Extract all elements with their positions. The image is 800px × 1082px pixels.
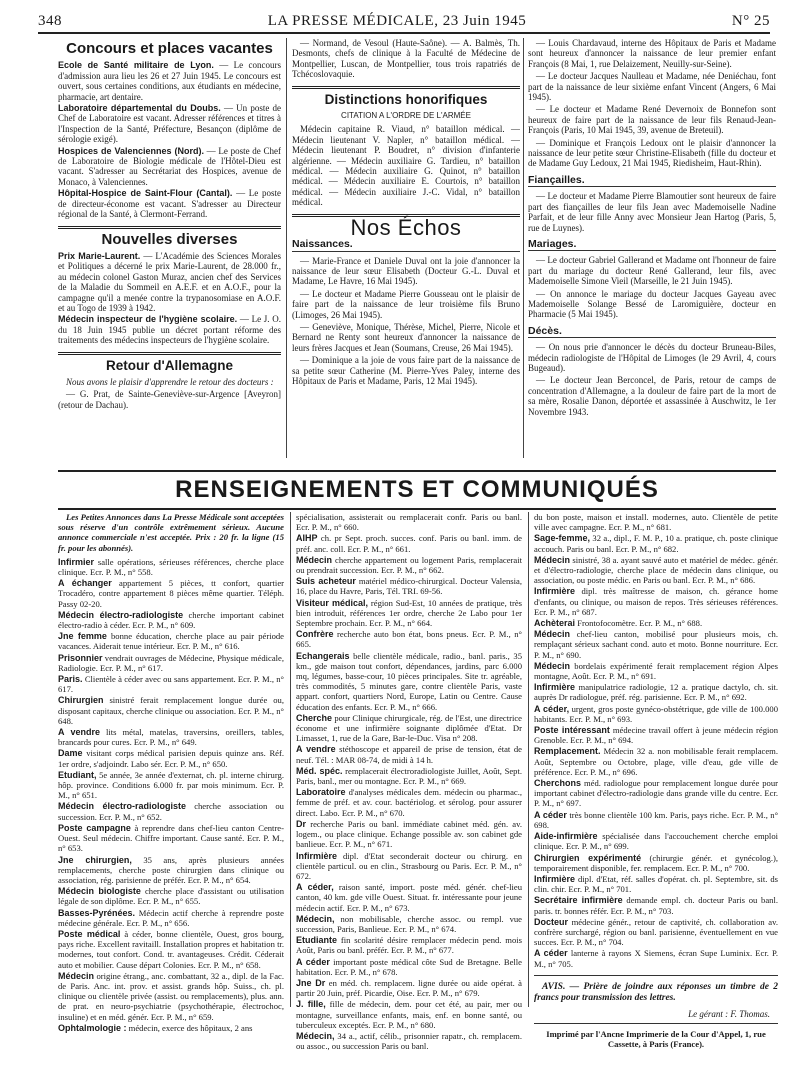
classified-ad-text: cherche association ou succession. Ecr. P. M., n° 652. [58, 801, 284, 822]
concours-item-head: Laboratoire départemental du Doubs. [58, 103, 221, 114]
classified-ad-head: Médecin électro-radiologiste [58, 609, 184, 620]
classified-ad [58, 748, 284, 768]
nouvelles-item-head: Médecin inspecteur de l'hygiène scolaire. [58, 314, 238, 325]
classified-ad [296, 744, 522, 764]
gerant-line: Le gérant : F. Thomas. [688, 1008, 770, 1019]
classified-ad-text: ch. pr Sept. proch. succes. conf. Paris ou banl. imm. de préf. anc. coll. Ecr. P. M., n° 661. [296, 533, 522, 554]
fiancailles-text: — Le docteur et Madame Pierre Blamoutier sont heureux de faire part des fiançailles de leur fils Jean avec Mademoiselle Nadine Parfait, et de leur fille Anny avec Monsieur Jean Hartog (Paris, 5, rue de Luynes). [528, 191, 776, 233]
classified-ad [534, 586, 778, 617]
classified-ad-text: médecine génér., retour de captivité, ch. collaboration av. confrère surchargé, région ou banl. parisienne, éventuellement en vue succes. Ecr. P. M., n° 704. [534, 916, 778, 948]
classified-ad-head: Jne chirurgien, [58, 854, 132, 865]
classified-ad [534, 746, 778, 777]
classified-ad-head: Médecin [534, 554, 571, 565]
classified-ad-text: sinistré, 38 a. ayant sauvé auto et matériel de médec. génér. et d'électro-radiologie, cherche place de médecin dans clinique, ou association, ou poste médic. en Paris ou banl. Ecr. P. M., n° 686. [534, 554, 778, 586]
naissance-item: — Dominique et François Ledoux ont le plaisir d'annoncer la naissance de leur petite sœur Christine-Elisabeth (fille du docteur et de Madame Guy Ledoux, 21 Mai 1945, Riedisheim, Haut-Rhin). [528, 137, 776, 169]
classified-ad [534, 533, 778, 553]
classified-ad-head: A échanger [58, 578, 112, 589]
concours-item-head: Hospices de Valenciennes (Nord). [58, 145, 204, 156]
births-list [528, 38, 776, 169]
classified-ad-head: Poste intéressant [534, 725, 610, 736]
classified-ad-text: pour Clinique chirurgicale, rég. de l'Est, une directrice économe et une infirmière soignante diplômée d'Etat. Dr Limasset, 1, rue de la Gare, Bar-le-Duc. Visa n° 208. [296, 712, 522, 744]
column-divider [286, 38, 287, 458]
classified-ad [58, 801, 284, 821]
classified-ad-text: fille de médecin, dem. pour cet été, au pair, mer ou montagne, surveillance enfants, mais, enf. en bonne santé, ou tuberculeux exceptés. Ecr. P. M., n° 680. [296, 999, 522, 1030]
echos-heading: Nos Échos [350, 214, 462, 240]
classified-ad-text: remplacerait électroradiologiste Juillet, Août, Sept. Paris, banl., mer ou montagne. Ecr. P. M., n° 669. [296, 765, 522, 787]
classified-ad [296, 787, 522, 818]
classified-ad-text: Frontofocomètre. Ecr. P. M., n° 688. [577, 618, 703, 629]
classified-ad [534, 831, 778, 851]
classified-ad [58, 610, 284, 630]
classified-ad [534, 917, 778, 948]
classified-ad-text: spécialisée dans l'accouchement cherche emploi clinique. Ecr. P. M., n° 699. [534, 831, 778, 852]
nouvelles-item [58, 314, 281, 345]
classified-ad-text: à céder, bonne clientèle, Ouest, gros bourg, pays riche. Excellent ravitaill. Installation propres et habitation tr. modernes, tout confort. Cond. tr. avantageuses. Crédit. Céderait auto et mobilier. Cause départ Colonies. Ecr. P. M., n° 658. [58, 928, 284, 970]
classified-ad [58, 695, 284, 726]
classified-ad-head: Chirurgien expérimenté [534, 852, 642, 863]
classified-ad-text: lits métal, matelas, traversins, oreillers, tables, brancards pour cures. Ecr. P. M., n° 649. [58, 727, 284, 748]
classified-ad [534, 874, 778, 894]
classified-ad [534, 810, 778, 830]
classified-ad-head: Médecin [534, 629, 571, 640]
naissances-heading: Naissances. [292, 239, 520, 251]
classified-ad [296, 851, 522, 882]
classified-ad-text: urgent, gros poste gynéco-obstétrique, gde ville de 100.000 habitants. Ecr. P. M., n° 693. [534, 703, 778, 724]
classified-ad-text: à reprendre dans chef-lieu canton Centre-Ouest. Seul médecin. Chiffre important. Cause santé. Ecr. P. M., n° 653. [58, 822, 284, 854]
classified-ad [534, 682, 778, 702]
classified-ad-text: dipl. très maîtresse de maison, ch. gérance home d'enfants, ou clinique, ou maison de repos. Très sérieuses références. Ecr. P. M., n° 687. [534, 586, 778, 617]
classified-ad-head: Jne Dr [296, 977, 326, 988]
classified-ad-head: Médecin, [296, 1030, 335, 1041]
ads-column-2 [296, 512, 522, 1072]
nouvelles-item [58, 251, 281, 313]
concours-item [58, 146, 281, 188]
classified-ad-head: A céder [296, 956, 330, 967]
mariage-item: — Le docteur Gabriel Gallerand et Madame ont l'honneur de faire part du mariage du docteur René Gallerand, leur fils, avec Mademoiselle Simone Vieil (Marseille, le 21 Juin 1945). [528, 255, 776, 287]
deces-list [528, 342, 776, 417]
column-divider [528, 512, 529, 1007]
concours-heading: Concours et places vacantes [66, 40, 273, 57]
classified-ad [296, 555, 522, 575]
classified-ad-head: A céder [534, 948, 568, 959]
deces-item: — Le docteur Jean Berconcel, de Paris, retour de camps de concentration d'Allemagne, a la douleur de faire part de la mort de sa mère, Rosalie Danon, déportée et assassinée à Auschwitz, le 1er Novembre 1943. [528, 375, 776, 417]
column-divider [290, 512, 291, 1007]
classified-ad-text: manipulatrice radiologie, 12 a. pratique dactylo, ch. sit. auprès Dr radiologue, préf. rég. parisienne. Ecr. P. M., n° 692. [534, 682, 778, 703]
classified-ad-head: Etudiante [296, 935, 338, 946]
classified-ad [534, 661, 778, 681]
classified-ad [296, 576, 522, 596]
classified-ad-head: Prisonnier [58, 652, 103, 663]
classified-ad [534, 629, 778, 660]
classified-ad-head: Laboratoire [296, 787, 346, 798]
classified-ad-head: Aide-infirmière [534, 831, 598, 842]
classified-ad-text: fin scolarité désire remplacer médecin pend. mois Août, Paris ou banl. préfér. Ecr. P. M., n° 677. [296, 935, 522, 956]
classified-ad-text: non mobilisable, cherche assoc. ou rempl. vue succession, Paris, Banlieue. Ecr. P. M., n° 674. [296, 913, 522, 934]
classified-ad-text: origine étrang., anc. combattant, 32 a., dipl. de la Fac. de Paris. Anc. int. prov. et assist. grands hôp. Suiss., ch. pl. clinique ou clientèle privée (assist. ou remplacements), plus. ann. de prat. en neuro-psychiatrie (psychothérapie, électrochoc, insuline) et en méd. génér. Ecr. P. M., n° 659. [58, 970, 284, 1022]
classified-ad [296, 598, 522, 629]
classified-ad-head: A vendre [58, 727, 100, 738]
divider [534, 975, 778, 976]
classified-ad [58, 908, 284, 928]
classified-ad-head: Echangerais [296, 650, 350, 661]
classified-ad [296, 999, 522, 1030]
classified-ad [58, 971, 284, 1022]
classified-ad-head: AIHP [296, 533, 318, 544]
mariage-item: — On annonce le mariage du docteur Jacques Gayeau avec Mademoiselle Solange Bessé de Laromiguière, docteur en Pharmacie (5 Mai 1945). [528, 288, 776, 320]
issue-number: N° 25 [731, 13, 770, 29]
classified-ad-text: d'analyses médicales dem. médecin ou pharmac., femme de préf. et av. cour. bactériolog. et sérolog. pour assurer direct. Labo. Ecr. P. M., n° 670. [296, 787, 522, 818]
classified-ad-head: Jne femme [58, 631, 107, 642]
classified-ad [296, 914, 522, 934]
journal-title: LA PRESSE MÉDICALE, 23 Juin 1945 [267, 13, 527, 29]
page-header [38, 8, 770, 34]
classified-ad [534, 704, 778, 724]
nouvelles-item-text: — Le J. O. du 18 Juin 1945 publie un décret portant réforme des traitements des médecins inspecteurs de l'hygiène scolaire. [58, 314, 281, 346]
classified-ad-head: Chirurgien [58, 695, 104, 706]
printer-line: Imprimé par l'Ancne Imprimerie de la Cour d'Appel, 1, rue Cassette, à Paris (France). [534, 1023, 778, 1049]
classified-ad-text: Médecin 32 a. non mobilisable ferait remplacem. Août, Septembre ou Octobre, plage, ville d'eau, gde ville de préférence. Ecr. P. M., n° 696. [534, 746, 778, 777]
classified-ad-text: lanterne à rayons X Siemens, écran Supe Luminix. Ecr. P. M., n° 705. [534, 948, 778, 969]
classified-ad [58, 578, 284, 609]
classified-ad-head: Poste médical [58, 928, 121, 939]
classified-ad-head: Ophtalmologie : [58, 1022, 127, 1033]
classified-ad [534, 778, 778, 809]
classified-ad-text: cherche appartement ou logement Paris, remplacerait ou prendrait succession. Ecr. P. M., n° 662. [296, 554, 522, 576]
ads-column-3 [534, 512, 778, 1072]
classified-ad-text: cherche important cabinet électro-radio à céder. Ecr. P. M., n° 609. [58, 609, 284, 631]
classified-ad [296, 1031, 522, 1051]
classified-ad-head: Médecin biologiste [58, 886, 141, 897]
concours-item-text: — Le poste de directeur-économe est vacant. S'adresser au Directeur régional de la Santé, à Clermont-Ferrand. [58, 188, 281, 220]
classified-ad-head: Infirmière [534, 682, 576, 693]
classified-ad-text: demande empl. ch. docteur Paris ou banl. paris. tr. bonnes référ. Ecr. P. M., n° 703. [534, 895, 778, 916]
classified-ad-text: 5e année, 3e année d'externat, ch. pl. interne chirurg. hôp. province. Conditions 6.000 fr. par mois minimum. Ecr. P. M., n° 651. [58, 769, 284, 801]
classified-ad [58, 727, 284, 747]
classified-ad [296, 957, 522, 977]
classified-ad-text: 32 a., dipl., F. M. P., 10 a. pratique, ch. poste clinique accouch. Paris ou banl. Ecr. P. M., n° 682. [534, 533, 778, 554]
naissance-item: — Le docteur et Madame Pierre Gousseau ont le plaisir de faire part de la naissance de leur troisième fils Bruno (Limoges, 26 Mai 1945). [292, 288, 520, 320]
classified-ad-head: Dr [296, 818, 307, 829]
classified-ad-head: Méd. spéc. [296, 765, 343, 776]
classified-ad-text: cherche place d'assistant ou utilisation légale de son diplôme. Ecr. P. M., n° 655. [58, 886, 284, 907]
mariages-heading: Mariages. [528, 239, 776, 251]
nouvelles-item-text: — L'Académie des Sciences Morales et Politiques a décerné le prix Marie-Laurent, de 28.000 fr., au médecin colonel Gaston Muraz, ancien chef des Services de la Maladie du Sommeil en A.E.F. et en A.O.F., pour la campagne qu'il a menée contre la trypanosomiase en A.O.F. et au Togo de 1939 à 1942. [58, 250, 281, 313]
classified-ad-head: Infirmière [296, 850, 338, 861]
classified-ad-head: Médecin, [296, 913, 335, 924]
concours-item-head: Ecole de Santé militaire de Lyon. [58, 60, 214, 71]
classified-ad-head: Sage-femme, [534, 533, 591, 544]
classified-ad-head: Poste campagne [58, 822, 131, 833]
concours-item-text: — Le poste de Chef de Laboratoire de Biologie médicale de l'Hôtel-Dieu est vacant. S'adresser au Secrétariat des Hospices, avenue de Monaco, à Valenciennes. [58, 145, 281, 187]
classified-ad-text: 35 ans, après plusieurs années remplacements, cherche poste chirurgien dans clinique ou association, rég. parisienne de préfér. Ecr. P. M., n° 654. [58, 854, 284, 885]
classified-ad-text: raison santé, import. poste méd. génér. chef-lieu canton, 40 km. gde ville Ouest. Situat. fr. intéressante pour jeune médecin actif. Ecr. P. M., n° 673. [296, 882, 522, 913]
classified-ad-text: médecin, exerce des hôpitaux, 2 ans [128, 1022, 253, 1033]
concours-item [58, 60, 281, 102]
classified-ad-head: Cherche [296, 712, 333, 723]
nouvelles-list [58, 251, 281, 346]
classified-ad-head: A vendre [296, 744, 336, 755]
classified-ad-text: salle opérations, sérieuses références, cherche place clinique. Ecr. P. M., n° 558. [58, 556, 284, 578]
naissance-item: — Geneviève, Monique, Thérèse, Michel, Pierre, Nicole et Bernard ne Renty sont heureux d'annoncer la naissance de leurs frères Jacques et Jean (Soumans, Creuse, 26 Mai 1945). [292, 321, 520, 353]
classified-ad [58, 770, 284, 801]
classified-ad-head: J. fille, [296, 999, 326, 1010]
classified-ad-text: bonne éducation, cherche place au pair période vacances. Aiderait tenue intérieur. Ecr. P. M., n° 616. [58, 631, 284, 652]
retour-heading: Retour d'Allemagne [106, 357, 233, 373]
classified-ad-text: méd. radiologue pour remplacement longue durée pour important cabinet d'électro-radiologie dans grande ville du centre. Ecr. P. M., n° 697. [534, 778, 778, 809]
ads-column-1 [58, 512, 284, 1072]
page-number: 348 [38, 13, 62, 29]
classified-ad-text: visitant corps médical parisien depuis quinze ans. Réf. 1er ordre, s'adjoindr. Labo sér. Ecr. P. M., n° 650. [58, 748, 284, 769]
classified-ad [296, 512, 522, 532]
classified-ad-head: Médecin [534, 660, 571, 671]
classified-ad [534, 555, 778, 586]
classified-ad [296, 766, 522, 786]
classified-ad-head: Infirmière [534, 873, 576, 884]
classified-ad-text: spécialisation, assisterait ou remplacerait confr. Paris ou banl. Ecr. P. M., n° 660. [296, 512, 522, 533]
nouvelles-heading: Nouvelles diverses [101, 230, 238, 248]
classified-ad-text: dipl. d'Etat seconderait docteur ou chirurg. en clientèle particul. ou en clin., Strasbourg ou Paris. Ecr. P. M., n° 672. [296, 850, 522, 881]
classified-ad-head: Médecin [296, 554, 333, 565]
classified-ad [296, 629, 522, 649]
classified-ad [296, 651, 522, 712]
classified-ad-text: région Sud-Est, 10 années de pratique, très bien introduit, références 1er ordre, cherche 2e Labo pour 1er Septembre prochain. Ecr. P. M., n° 664. [296, 597, 522, 629]
classified-ad [58, 823, 284, 854]
classified-ad-head: Etudiant, [58, 769, 97, 780]
classified-ad-text: matériel médico-chirurgical. Docteur Valensia, 16, place du Havre, Paris, Tél. TRI. 69-56. [296, 576, 522, 597]
retour-intro: Nous avons le plaisir d'apprendre le retour des docteurs : [66, 376, 274, 387]
naissance-item: — Marie-France et Daniele Duval ont la joie d'annoncer la naissance de leur sœur Elisabeth (Docteur G.-L. Duval et Madame, Le Havre, 16 Mai 1945). [292, 255, 520, 287]
concours-item [58, 103, 281, 145]
concours-item-text: — Un poste de Chef de Laboratoire est vacant. Adresser références et titres à l'Inspection de la Santé, Préfecture, Besançon (diplôme de sérologie exigé). [58, 103, 281, 145]
classified-ad-head: A céder, [534, 703, 570, 714]
classified-ad-text: Clientèle à céder avec ou sans appartement. Ecr. P. M., n° 617. [58, 674, 284, 695]
classified-ad [534, 618, 778, 628]
classified-ad-head: A céder, [296, 882, 334, 893]
mariages-list [528, 255, 776, 319]
naissance-item: — Dominique a la joie de vous faire part de la naissance de sa petite sœur Catherine (M. Pierre-Yves Paley, interne des Hôpitaux de Paris et Madame, Paris, 12 Mai 1945). [292, 355, 520, 386]
classified-ad-text: en méd. ch. remplacem. ligne durée ou aide opérat. à partir 20 Juin, préf. Picardie, Oise. Ecr. P. M., n° 679. [296, 977, 522, 999]
classified-ad-text: recherche auto bon état, bons pneus. Ecr. P. M., n° 665. [296, 629, 522, 650]
classified-ad [296, 882, 522, 913]
ads-intro: Les Petites Annonces dans La Presse Médicale sont acceptées sous réserve d'un contrôle extrêmement sérieux. Aucune annonce commerciale n'est acceptée. Prix : 20 fr. la ligne (15 fr. pour les abonnés). [58, 512, 284, 553]
classified-ad-text: chef-lieu canton, mobilisé pour plusieurs mois, ch. remplaçant sérieux sachant cond. auto et moto. Bonne nourriture. Ecr. P. M., n° 690. [534, 629, 778, 660]
naissance-item: — Le docteur et Madame René Devernoix de Bonnefon sont heureux de faire part de la naissance de leur fils Renaud-Jean-François (Paris, 10 Mai 1945, 39, avenue de Breteuil). [528, 104, 776, 136]
renseignements-heading: RENSEIGNEMENTS ET COMMUNIQUÉS [58, 470, 776, 510]
ads-list-2 [296, 512, 522, 1051]
classified-ad [296, 978, 522, 998]
classified-ad-head: Médecin électro-radiologiste [58, 801, 187, 812]
classified-ad [534, 725, 778, 745]
classified-ad-head: Cherchons [534, 778, 582, 789]
classified-ad-text: Médecin actif cherche à reprendre poste médecine générale. Ecr. P. M., n° 656. [58, 907, 284, 928]
classified-ad-head: Suis acheteur [296, 576, 356, 587]
citation-caption: CITATION A L'ORDRE DE L'ARMÉE [341, 111, 471, 121]
distinctions-text: Médecin capitaine R. Viaud, n° bataillon médical. — Médecin lieutenant V. Napler, n° bataillon médical. — Médecin lieutenant P. Boudret, n° division d'infanterie algérienne. — Médecin auxiliaire G. Tardieu, n° bataillon médical. — Médecin auxiliaire G. Quinot, n° bataillon médical. — Médecin auxiliaire E. Courtois, n° bataillon médical. — Médecin auxiliaire J.-C. Vidal, n° bataillon médical. [292, 124, 520, 208]
naissance-item: — Louis Chardavaud, interne des Hôpitaux de Paris et Madame sont heureux d'annoncer la naissance de leur premier enfant François (8 Mai, 1, rue Delaizement, Neuilly-sur-Seine). [528, 38, 776, 69]
ads-list-3 [534, 512, 778, 969]
avis-notice: AVIS. — Prière de joindre aux réponses un timbre de 2 francs pour transmission des lettres. [534, 981, 778, 1003]
classified-ad-head: Remplacement. [534, 746, 601, 757]
column-3 [528, 38, 776, 458]
col2-top-text: — Normand, de Vesoul (Haute-Saône). — A. Balmès, Th. Desmonts, chefs de clinique à la Faculté de Médecine de Montpellier, Luscan, de Montpellier, tous trois rapatriés de Tchécoslovaquie. [292, 38, 520, 80]
classified-ad-text: important poste médical côte Sud de Bretagne. Belle habitation. Ecr. P. M., n° 678. [296, 956, 522, 977]
classified-ad-text: appartement 5 pièces, tt confort, quartier Trocadéro, contre appartement 8 pièces même quartier. Téléph. Passy 02-20. [58, 578, 284, 609]
classified-ad-head: Paris. [58, 674, 83, 685]
classified-ad-text: bordelais expérimenté ferait remplacement région Alpes montagne, Août. Ecr. P. M., n° 691. [534, 660, 778, 682]
naissance-item: — Le docteur Jacques Naulleau et Madame, née Deniéchau, font part de la naissance de leur sixième enfant Vincent (Angers, 6 Mai 1945). [528, 71, 776, 103]
deces-item: — On nous prie d'annoncer le décès du docteur Bruneau-Biles, médecin radiologiste de l'Hôpital de Limoges (le 29 Avril, 4, cours Bugeaud). [528, 342, 776, 373]
classified-ad-text: dipl. d'Etat, réf. salles d'opérat. ch. pl. Septembre, sit. ds clin. chir. Ecr. P. M., n° 701. [534, 873, 778, 895]
classified-ad [534, 948, 778, 968]
nouvelles-item-head: Prix Marie-Laurent. [58, 250, 141, 261]
classified-ad-head: Infirmier [58, 556, 95, 567]
classified-ad [58, 653, 284, 673]
retour-text: — G. Prat, de Sainte-Geneviève-sur-Argence [Aveyron] (retour de Dachau). [58, 389, 281, 410]
classified-ad-text: 34 a., actif, célib., prisonnier rapatr., ch. remplacem. ou assoc., ou succession Paris ou banl. [296, 1030, 522, 1052]
classified-ad [58, 557, 284, 577]
classified-ad [58, 674, 284, 694]
classified-ad [534, 895, 778, 915]
classified-ad [296, 819, 522, 850]
concours-item-text: — Le concours d'admission aura lieu les 26 et 27 Juin 1945. Le concours est ouvert, sous certaines conditions, aux étudiants en médecine, pharmacie, art dentaire. [58, 60, 281, 102]
classified-ad-text: médecine travail offert à jeune médecin région Grenoble. Ecr. P. M., n° 694. [534, 725, 778, 746]
classified-ad [534, 512, 778, 532]
fiancailles-heading: Fiançailles. [528, 175, 776, 187]
classified-ad-head: Dame [58, 748, 83, 759]
classified-ad-text: belle clientèle médicale, radio., banl. paris., 35 km., gde maison tout confort, dépendances, jardins, parc 6.000 mq, légumes, basse-cour, 10 pièces principales. Site tr. agréable, très commodités, 5 minutes gare, contre clientèle Paris, vaste appart. confort, quartiers Nord, Europe, Latin ou Centre. Cause éducation des enfants. Ecr. P. M., n° 666. [296, 650, 522, 712]
concours-item [58, 188, 281, 219]
classified-ad-text: très bonne clientèle 100 km. Paris, pays riche. Ecr. P. M., n° 698. [534, 809, 778, 830]
classified-ad-head: A céder [534, 809, 567, 820]
distinctions-heading: Distinctions honorifiques [324, 91, 488, 107]
column-divider [523, 38, 524, 458]
classified-ad-head: Médecin [58, 970, 95, 981]
classified-ad [58, 1023, 284, 1033]
classified-ad [58, 886, 284, 906]
classified-ad-text: (chirurgie génér. et gynécolog.), temporairement disponible, fer. remplacem. Ecr. P. M., n° 700. [534, 852, 778, 873]
divider [58, 226, 281, 229]
divider [58, 352, 281, 355]
classified-ad-head: Basses-Pyrénées. [58, 907, 136, 918]
classified-ad-head: Secrétaire infirmière [534, 895, 623, 906]
classified-ad-head: Achèterai [534, 618, 576, 629]
classified-ad [296, 935, 522, 955]
classified-ad-head: Visiteur médical, [296, 597, 369, 608]
classified-ad-head: Confrère [296, 629, 334, 640]
column-1 [58, 38, 281, 458]
classified-ad [296, 533, 522, 553]
classified-ad-text: du bon poste, maison et install. modernes, auto. Clientèle de petite ville avec campagne. Ecr. P. M., n° 681. [534, 512, 778, 533]
classified-ad-text: recherche Paris ou banl. immédiate cabinet méd. gén. av. logem., ou place clinique. Echange possible av. son cabinet gde banlieue. Ecr. P. M., n° 671. [296, 818, 522, 850]
classified-ad-text: sinistré ferait remplacement longue durée ou, disposant capitaux, cherche clinique ou association. Ecr. P. M., n° 648. [58, 695, 284, 726]
naissances-list [292, 256, 520, 387]
classified-ad-head: Docteur [534, 916, 569, 927]
classified-ad-text: stéthoscope et appareil de prise de tension, état de neuf. Tél. : MAR 08-74, de midi à 14 h. [296, 744, 522, 765]
classified-ad [296, 713, 522, 744]
classified-ad-text: vendrait ouvrages de Médecine, Physique médicale, Radiologie. Ecr. P. M., n° 617. [58, 652, 284, 673]
classified-ad [58, 631, 284, 651]
divider [292, 86, 520, 89]
classified-ad-head: Infirmière [534, 586, 576, 597]
deces-heading: Décès. [528, 326, 776, 338]
classified-ad [534, 853, 778, 873]
classified-ad [58, 929, 284, 970]
concours-list [58, 60, 281, 219]
ads-list-1 [58, 557, 284, 1033]
concours-item-head: Hôpital-Hospice de Saint-Flour (Cantal). [58, 188, 233, 199]
classified-ad [58, 855, 284, 886]
column-2 [292, 38, 520, 458]
